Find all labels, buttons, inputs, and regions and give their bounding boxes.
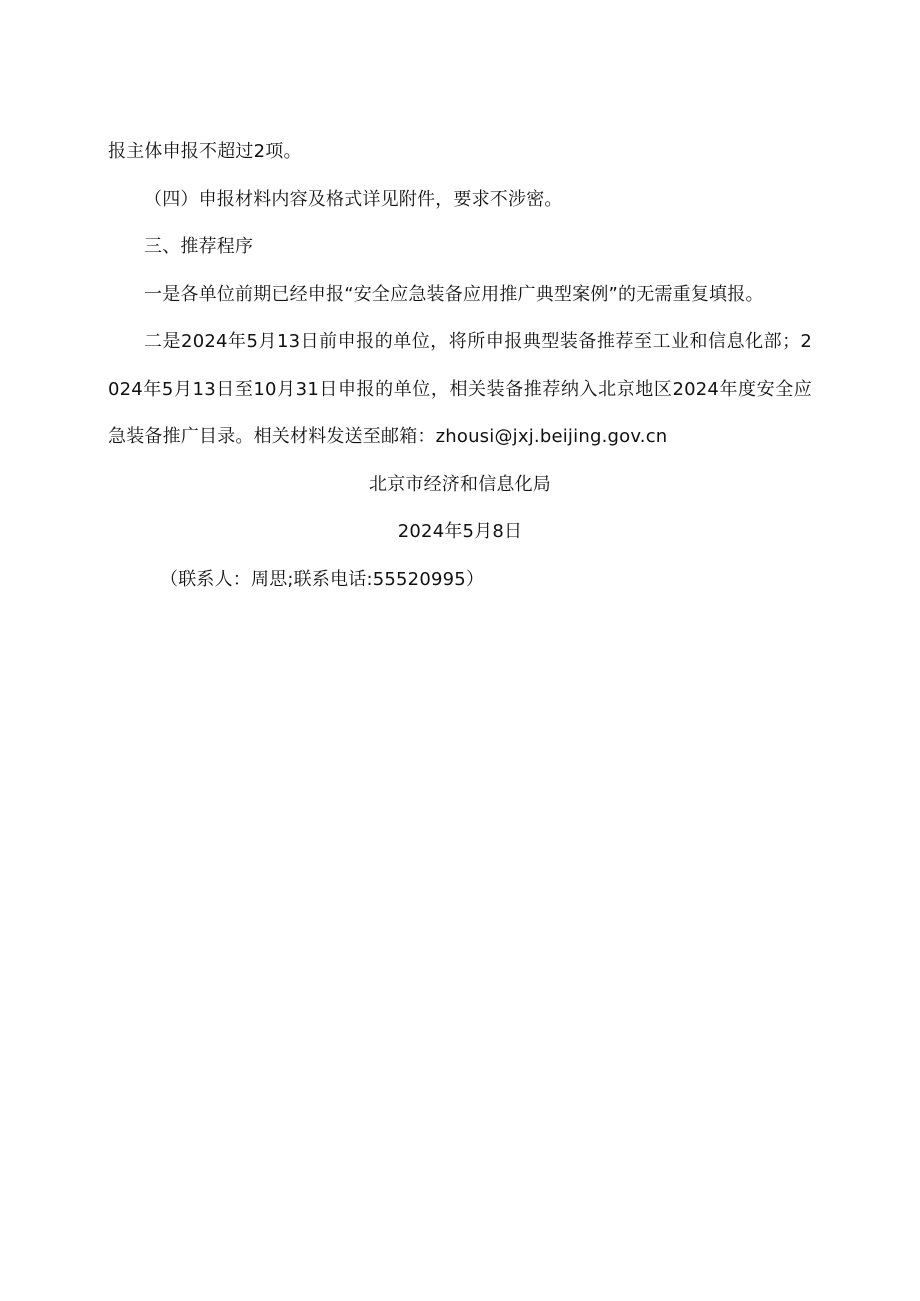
paragraph-continuation: 报主体申报不超过2项。: [108, 141, 302, 162]
paragraph-deadline-and-email: 二是2024年5月13日前申报的单位，将所申报典型装备推荐至工业和信息化部；2024年5月13日至10月31日申报的单位，相关装备推荐纳入北京地区2024年度安全应急装备推广目录。相关材料发送至邮箱：zhousi@jxj.beijing.gov.cn: [108, 331, 812, 447]
contact-info: （联系人：周思;联系电话:55520995）: [160, 568, 485, 590]
paragraph-materials-format: （四）申报材料内容及格式详见附件，要求不涉密。: [144, 188, 563, 210]
document-body: [108, 128, 812, 603]
signature-date: 2024年5月8日: [397, 521, 523, 542]
section-heading-recommendation-procedure: 三、推荐程序: [144, 236, 254, 257]
signature-organization: 北京市经济和信息化局: [369, 473, 551, 495]
paragraph-no-duplicate-submission: 一是各单位前期已经申报“安全应急装备应用推广典型案例”的无需重复填报。: [144, 283, 764, 305]
